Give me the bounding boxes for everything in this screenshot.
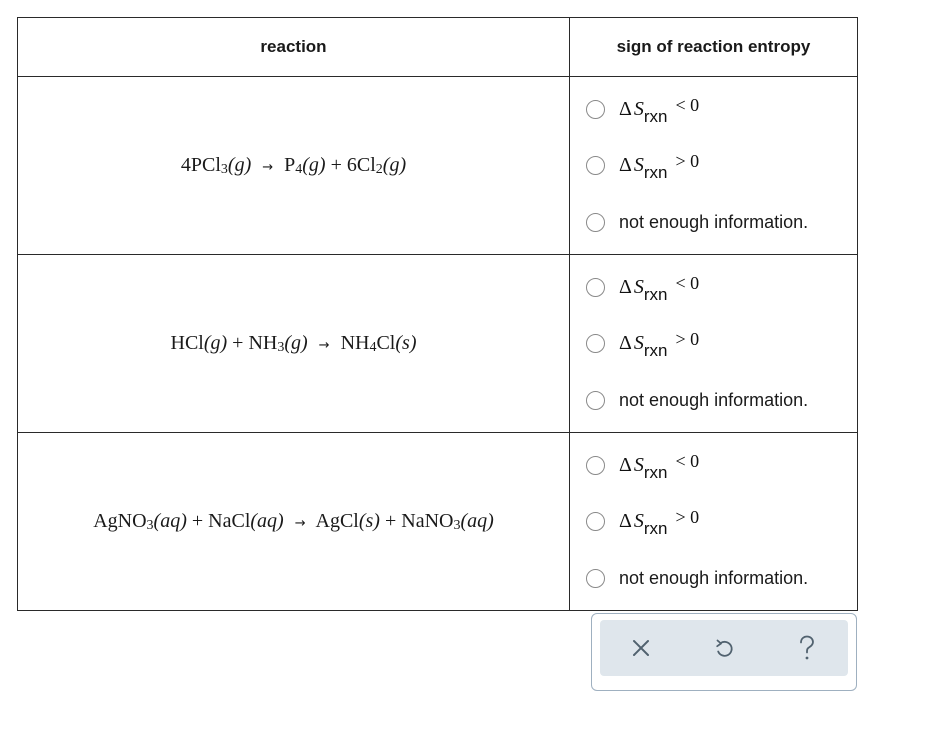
options-cell (570, 77, 858, 255)
option-not-enough-information[interactable]: not enough information. (586, 558, 857, 598)
radio-button[interactable] (586, 278, 605, 297)
header-reaction: reaction (18, 18, 570, 77)
option-entropy-positive[interactable]: Δ S rxn > 0 (586, 146, 857, 186)
option-entropy-negative[interactable]: Δ S rxn < 0 (586, 445, 857, 485)
reaction-arrow: → (318, 338, 330, 353)
close-icon (630, 637, 652, 659)
option-entropy-negative[interactable]: Δ S rxn < 0 (586, 89, 857, 129)
radio-button[interactable] (586, 391, 605, 410)
reaction-arrow: → (262, 160, 274, 175)
option-entropy-negative[interactable]: Δ S rxn < 0 (586, 267, 857, 307)
option-entropy-positive[interactable]: Δ S rxn > 0 (586, 324, 857, 364)
option-entropy-positive[interactable]: Δ S rxn > 0 (586, 502, 857, 542)
radio-button[interactable] (586, 512, 605, 531)
table-row (18, 77, 858, 255)
reaction-equation: AgNO$_3$(aq) + NaCl(aq) → AgCl(s) + NaNO$_3$(aq) (18, 433, 570, 611)
undo-button[interactable] (704, 628, 744, 668)
radio-button[interactable] (586, 213, 605, 232)
reaction-equation: $HCl(g) + NH_3(g) \to NH_4Cl(s)$ (18, 255, 570, 433)
radio-button[interactable] (586, 100, 605, 119)
clear-button[interactable] (621, 628, 661, 668)
options-cell (570, 255, 858, 433)
table-row (18, 433, 858, 611)
table-row (18, 255, 858, 433)
reaction-arrow: → (294, 516, 306, 531)
reaction-equation: $4PCl_3(g) \to P_4(g) + 6Cl_2(g)$ (18, 77, 570, 255)
undo-icon (712, 636, 736, 660)
help-button[interactable] (787, 628, 827, 668)
radio-button[interactable] (586, 569, 605, 588)
answer-toolbar (591, 613, 857, 691)
radio-button[interactable] (586, 156, 605, 175)
option-not-enough-information[interactable]: not enough information. (586, 202, 857, 242)
help-icon (795, 634, 819, 662)
radio-button[interactable] (586, 456, 605, 475)
options-cell (570, 433, 858, 611)
option-not-enough-information[interactable]: not enough information. (586, 380, 857, 420)
reaction-entropy-table (17, 17, 858, 611)
header-sign-of-reaction-entropy: sign of reaction entropy (570, 18, 858, 77)
radio-button[interactable] (586, 334, 605, 353)
toolbar-inner (600, 620, 848, 676)
